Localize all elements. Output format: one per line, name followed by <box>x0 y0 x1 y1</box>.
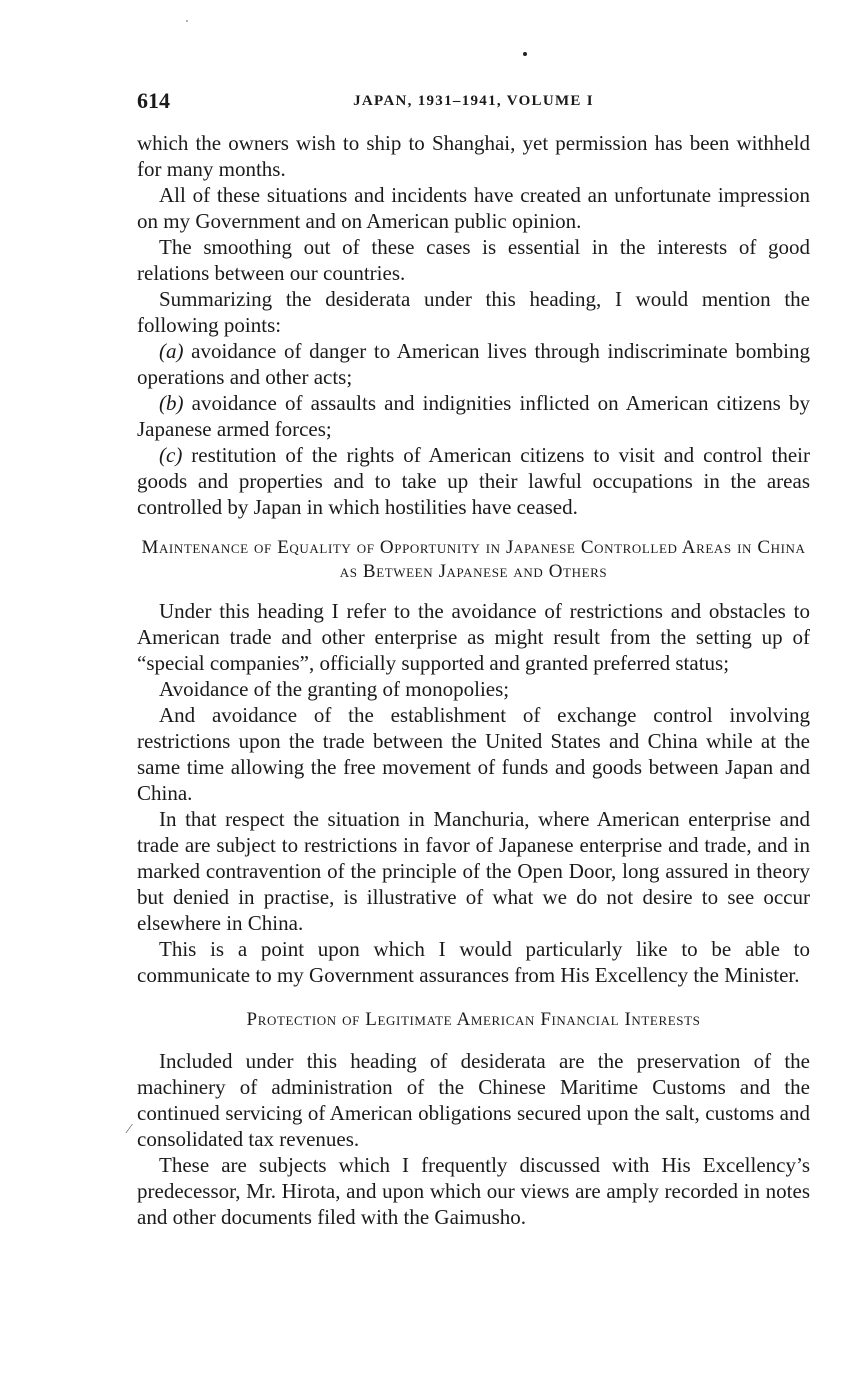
paragraph: And avoidance of the establishment of exchange control involving restrictions upon the trade between the United States and China while at the same time allowing the free movement of funds and goods between Japan and China. <box>137 703 810 805</box>
margin-tick-mark: ⁄ <box>128 1122 131 1137</box>
paragraph: Summarizing the desiderata under this heading, I would mention the following points: <box>137 287 810 337</box>
section-heading: Maintenance of Equality of Opportunity in Japanese Controlled Areas in China as Between Japanese and Others <box>141 537 806 582</box>
page-number: 614 <box>137 88 170 113</box>
list-item-c <box>137 442 810 520</box>
page-header <box>137 88 810 118</box>
paragraph: Avoidance of the granting of monopolies; <box>159 677 510 701</box>
paragraph: These are subjects which I frequently discussed with His Excellency’s predecessor, Mr. Hirota, and upon which our views are amply recorded in notes and other documents filed with the Gaimusho. <box>137 1153 810 1229</box>
list-text: avoidance of danger to American lives through indiscriminate bombing operations and other acts; <box>137 339 810 389</box>
list-item-a <box>137 338 810 390</box>
list-label: (b) <box>159 391 184 415</box>
running-title: JAPAN, 1931–1941, VOLUME I <box>353 93 594 109</box>
list-label: (a) <box>159 339 184 363</box>
scan-speck <box>186 20 188 22</box>
scan-dot <box>523 52 527 56</box>
paragraph: Under this heading I refer to the avoidance of restrictions and obstacles to American trade and other enterprise as might result from the setting up of “special companies”, officially supported and granted preferred status; <box>137 599 810 675</box>
paragraph: All of these situations and incidents have created an unfortunate impression on my Government and on American public opinion. <box>137 183 810 233</box>
paragraph: which the owners wish to ship to Shanghai, yet permission has been withheld for many months. <box>137 131 810 181</box>
paragraph: In that respect the situation in Manchuria, where American enterprise and trade are subject to restrictions in favor of Japanese enterprise and trade, and in marked contravention of the principle of the Open Door, long assured in theory but denied in practise, is illustrative of what we do not desire to see occur elsewhere in China. <box>137 807 810 935</box>
body-text <box>137 130 810 1230</box>
paragraph: The smoothing out of these cases is essential in the interests of good relations between our countries. <box>137 235 810 285</box>
section-heading: Protection of Legitimate American Financial Interests <box>246 1009 701 1030</box>
list-label: (c) <box>159 443 183 467</box>
list-text: avoidance of assaults and indignities inflicted on American citizens by Japanese armed forces; <box>137 391 810 441</box>
paragraph: Included under this heading of desiderata are the preservation of the machinery of administration of the Chinese Maritime Customs and the continued servicing of American obligations secured upon the salt, customs and consolidated tax revenues. <box>137 1049 810 1151</box>
list-item-b <box>137 390 810 442</box>
paragraph: This is a point upon which I would particularly like to be able to communicate to my Government assurances from His Excellency the Minister. <box>137 937 810 987</box>
list-text: restitution of the rights of American citizens to visit and control their goods and properties and to take up their lawful occupations in the areas controlled by Japan in which hostilities have ceased. <box>137 443 810 519</box>
